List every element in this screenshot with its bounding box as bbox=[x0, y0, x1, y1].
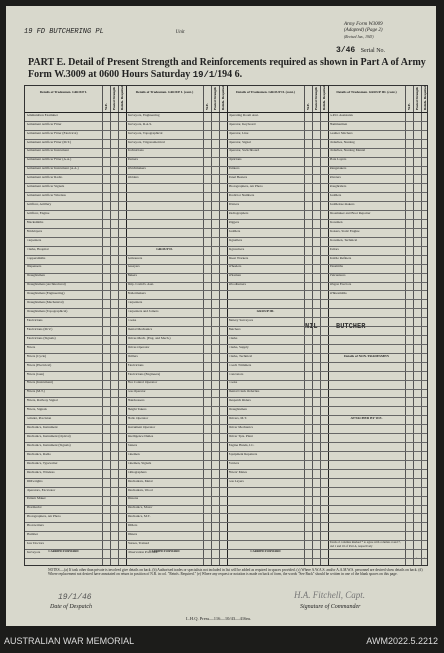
trade-label: Ammunition Examiner bbox=[26, 112, 58, 117]
trade-label: Operator, Switchboard bbox=[228, 148, 260, 153]
group-header: Details of Tradesmen. GROUP I. (cont.) bbox=[135, 90, 194, 94]
trade-label: Surveyors, Engineering bbox=[127, 112, 160, 117]
trade-label: Gas Layers bbox=[228, 478, 244, 483]
trade-label: Equipment Repairers bbox=[228, 451, 258, 456]
subcolumn-header: W.E. bbox=[305, 102, 310, 110]
trade-label: GROUP II. bbox=[156, 246, 173, 251]
trade-label: Electricians (M.V.) bbox=[26, 326, 53, 331]
totals-marker: * bbox=[415, 557, 418, 561]
trade-label: Cooks bbox=[228, 380, 238, 385]
trade-label: Saddlers bbox=[228, 228, 241, 233]
trade-label: Artificer, Artillery bbox=[26, 202, 52, 207]
trade-label: Wheelers bbox=[228, 264, 242, 269]
subcolumn-header: Reinfs. Required bbox=[422, 85, 427, 110]
trade-label: Joiners bbox=[127, 442, 138, 447]
title-date: 19/1 bbox=[192, 70, 215, 80]
trade-label: Fitters (Instrument) bbox=[26, 380, 53, 385]
subcolumn-header: W.E. bbox=[204, 102, 209, 110]
trade-label: CARRIED FORWARD bbox=[149, 549, 180, 553]
trade-label: Battery Surveyors bbox=[228, 317, 254, 322]
date-of-despatch-label: Date of Despatch bbox=[50, 604, 92, 610]
title-text: PART E. Detail of Present Strength and Reinforcements required as shown in Part A of Army Form W.3009 at 0600 Hours Saturday bbox=[28, 57, 426, 80]
trade-label: Panel Beaters bbox=[228, 175, 248, 180]
trade-label: Whitesmiths bbox=[329, 291, 347, 296]
trade-label: Surveyors, Trigonometrical bbox=[127, 139, 165, 144]
trade-label: Drivers, M.T. bbox=[228, 416, 247, 421]
trade-label: Saw Doctors bbox=[26, 541, 44, 546]
trade-label: Armament Artificer Fitter (A.A.) bbox=[26, 157, 72, 162]
trade-label: Cooks bbox=[127, 317, 137, 322]
unit-value: 19 FD BUTCHERING PL bbox=[24, 28, 104, 36]
trade-label: Mechanics, Radio bbox=[26, 451, 51, 456]
trade-label: Operator, Signal bbox=[228, 139, 251, 144]
trade-label: Driver-Mech. (Eng. and Mech.) bbox=[127, 335, 171, 340]
trade-label: Mechanics, Typewriter bbox=[26, 460, 58, 465]
trade-label: Clerks, Hospital bbox=[26, 246, 49, 251]
date-of-despatch-value: 19/1/46 bbox=[58, 593, 92, 602]
trade-label: Height Takers bbox=[127, 407, 147, 412]
press-imprint: L.H.Q. Press—116—10/43—416m. bbox=[186, 616, 251, 621]
commander-signature: H.A. Fitchell, Capt. bbox=[294, 590, 365, 600]
trade-label: Coach Trimmers bbox=[228, 362, 252, 367]
trade-label: Hollo Operator bbox=[127, 416, 149, 421]
trade-label: Fitters (Electrical) bbox=[26, 362, 52, 367]
subcolumn-header: Reinfs. Required bbox=[119, 85, 124, 110]
trade-label: Armament Artificer Signals bbox=[26, 184, 65, 189]
trade-label: Blacksmiths bbox=[26, 219, 44, 224]
trade-label: Surveyors bbox=[26, 549, 41, 554]
trade-label: Vulcanizers bbox=[329, 273, 346, 278]
subcolumn-header: Posted Strength bbox=[212, 86, 217, 110]
trade-label: Printers bbox=[228, 202, 240, 207]
trade-label: Lithographers bbox=[127, 469, 147, 474]
trade-label: Millers bbox=[127, 523, 138, 528]
form-ref-line-3: (Revised Jan., 1943) bbox=[344, 35, 374, 39]
trade-label: Driver Mechanics bbox=[228, 425, 253, 430]
trade-label: Armament Artificer Radio bbox=[26, 175, 63, 180]
trade-label: Tailors bbox=[329, 246, 339, 251]
trade-label: Draughtsmen bbox=[228, 407, 247, 412]
trade-label: CARRIED FORWARD bbox=[48, 549, 79, 553]
trade-label: Stokers, Static Engine bbox=[329, 228, 360, 233]
trade-label: Woodturners bbox=[228, 282, 246, 287]
trade-label: Butchers bbox=[228, 326, 241, 331]
trade-label: Mechanists, Wood bbox=[127, 487, 153, 492]
trade-label: Armourers bbox=[127, 255, 143, 260]
trade-label: Ship. Comd's. Asst. bbox=[127, 282, 155, 287]
form-ref-line-1: Army Form W3009 bbox=[344, 22, 383, 27]
trade-label: Radiographers bbox=[228, 210, 249, 215]
trade-label: Riveters bbox=[329, 175, 341, 180]
trade-label: Armament Artificer Fitter (M.T.) bbox=[26, 139, 72, 144]
trade-label: Mechanics, Instrument (Optical) bbox=[26, 433, 71, 438]
trade-label: Miners bbox=[127, 532, 138, 537]
trade-label: Storemen, Technical bbox=[329, 237, 358, 242]
trade-label: Coppersmiths bbox=[26, 255, 46, 260]
trade-label: Riggers bbox=[228, 219, 240, 224]
trade-label: Drillers bbox=[127, 353, 138, 358]
trade-label: Masons bbox=[127, 496, 139, 501]
trade-label: Mechanists, Metal bbox=[127, 478, 153, 483]
trade-label: Carpenters and Joiners bbox=[127, 309, 159, 314]
trade-label: Draughtsmen (Engineering) bbox=[26, 291, 65, 296]
trade-label: Draughtsmen (Mechanical) bbox=[26, 300, 64, 305]
butchers-we-stamp: NIL bbox=[305, 323, 318, 332]
trade-label: Clerks, Supply bbox=[228, 344, 249, 349]
trade-label: Assayers bbox=[127, 264, 140, 269]
trade-label: Pharmacist bbox=[26, 505, 42, 510]
trade-label: Armament Artificer Fitter (Electrical) bbox=[26, 130, 78, 135]
trade-label: Textile Refiners bbox=[329, 255, 352, 260]
trade-label: Artificer, Engine bbox=[26, 210, 50, 215]
trade-label: Photographers, Air Photo bbox=[228, 184, 263, 189]
trade-label: Mechanics, M.T. bbox=[127, 514, 151, 519]
trade-label: Driver-Operator bbox=[127, 344, 150, 349]
trade-label: Despatch Riders bbox=[228, 398, 251, 403]
subcolumn-header: Posted Strength bbox=[414, 86, 419, 110]
trade-label: Photowriters bbox=[26, 523, 44, 528]
trade-label: Predictor Numbers bbox=[228, 193, 255, 198]
subcolumn-header: W.E. bbox=[103, 102, 108, 110]
trade-label: Armament Artificer Wireless bbox=[26, 193, 66, 198]
trade-label: Welders bbox=[127, 175, 139, 180]
trade-label: Opticians bbox=[228, 157, 242, 162]
commander-signature-label: Signature of Commander bbox=[300, 604, 361, 610]
trade-label: Intelligence Duties bbox=[127, 433, 154, 438]
trade-label: Mechanics, Instrument bbox=[26, 425, 58, 430]
trade-label: Painters bbox=[228, 166, 240, 171]
trade-label: Bricklayers bbox=[26, 228, 43, 233]
trade-label: Fitters (Cycle) bbox=[26, 353, 47, 358]
title-year: /194 6. bbox=[214, 69, 243, 80]
trade-label: Farriers bbox=[228, 460, 240, 465]
trade-label: Mechanics, Wireless bbox=[26, 469, 55, 474]
trade-label: Hammermen bbox=[329, 121, 348, 126]
trade-label: Carpenters bbox=[26, 237, 42, 242]
subcolumn-header: Posted Strength bbox=[313, 86, 318, 110]
trade-label: Draughtsmen (Architectural) bbox=[26, 282, 66, 287]
trade-label: Fitters, Signals bbox=[26, 407, 47, 412]
group-header: Details of Tradesmen. GROUP III. (cont.) bbox=[336, 90, 397, 94]
subcolumn-header: Reinfs. Required bbox=[220, 85, 225, 110]
subcolumn-header: Posted Strength bbox=[111, 86, 116, 110]
trade-label: Boilermakers bbox=[127, 291, 146, 296]
trade-label: Turners bbox=[127, 157, 138, 162]
trade-label: Engine Hands, I.C. bbox=[228, 442, 255, 447]
trade-label: Totals of columns marked * to agree with columns 4 and 7, and 1 and 16 of Part A, respectively bbox=[329, 541, 401, 548]
trade-label: Armament Artificer Fitter bbox=[26, 121, 62, 126]
trade-label: Observation Post Asst. bbox=[127, 549, 159, 554]
trade-label: Orderlies, Nursing bbox=[329, 139, 355, 144]
trade-label: Clerks, Technical bbox=[228, 353, 253, 358]
trade-label: Fitters bbox=[26, 344, 36, 349]
strength-table bbox=[24, 85, 428, 566]
trade-label: Dispensers bbox=[26, 264, 42, 269]
trade-label: Operating Room Asst. bbox=[228, 112, 259, 117]
form-page bbox=[6, 6, 436, 626]
trade-label: Details of NON-TRADESMEN bbox=[344, 353, 389, 358]
trade-label: Plate Layers bbox=[329, 157, 347, 162]
notes: NOTES.—(a) If task other than private is involved give details on back. (b) Authorised trades or specialists not included in list will be added as required in spaces provided. (c) Where A.W.A.S. and/or A.A.M.W.S. personnel are desired show details on back. (d) Where replacement not desired have annotated on return in position of N.R. in col. "Reinfs. Required." (e) Where any request or notation is made on back of form, the words "See Back" should be written in one of the blank spaces on this page. bbox=[48, 568, 423, 577]
trade-label: Operators, Excavator bbox=[26, 487, 56, 492]
trade-label: Fitters' Mates bbox=[228, 469, 247, 474]
trade-label: Surveyors, R.A.S. bbox=[127, 121, 153, 126]
trade-label: Draughtsmen bbox=[26, 273, 45, 278]
trade-label: Dental Mechanics bbox=[127, 326, 153, 331]
trade-label: Driver Tpts. Plant bbox=[228, 433, 253, 438]
form-reference bbox=[344, 22, 383, 40]
trade-label: Watchmakers bbox=[127, 166, 146, 171]
trade-label: Draughtsmen (Topographical) bbox=[26, 309, 68, 314]
trade-label: Operator, Line bbox=[228, 130, 249, 135]
trade-label: Fitters (Gun) bbox=[26, 371, 45, 376]
trade-label: Nurses, Trained bbox=[127, 541, 149, 546]
trade-label: Linemen bbox=[127, 451, 140, 456]
trade-label: Clerks bbox=[228, 335, 238, 340]
trade-label: Saddlers bbox=[329, 193, 342, 198]
trade-label: Shoemaker and Boot Repairer bbox=[329, 210, 371, 215]
trade-label: Wiremen bbox=[228, 273, 241, 278]
trade-label: Millwrights bbox=[26, 478, 43, 483]
trade-label: Saddletree makers bbox=[329, 202, 355, 207]
form-title bbox=[28, 57, 428, 81]
trade-label: Bakers bbox=[127, 273, 137, 278]
trade-label: Fitters (M.T.) bbox=[26, 389, 45, 394]
trade-label: Leather Stitchers bbox=[329, 130, 353, 135]
trade-label: Electricians (Signals) bbox=[26, 335, 56, 340]
trade-label: Roughriders bbox=[329, 184, 347, 189]
trade-label: Signwriters bbox=[228, 246, 245, 251]
trade-label: Operator, Keyboard bbox=[228, 121, 256, 126]
trade-label: Carpenters bbox=[127, 300, 143, 305]
trade-label: Fire Control Operator bbox=[127, 380, 158, 385]
footer-source: AUSTRALIAN WAR MEMORIAL bbox=[4, 636, 135, 646]
trade-label: Armament Artificer Instrument (A.A.) bbox=[26, 166, 79, 171]
trade-label: Instrument Operator bbox=[127, 425, 156, 430]
trade-label: Gas Operator bbox=[127, 389, 146, 394]
subcolumn-header: Reinfs. Required bbox=[321, 85, 326, 110]
serial-label: Serial No. bbox=[360, 48, 386, 54]
trade-label: Storemen bbox=[329, 219, 343, 224]
trade-label: CARRIED FORWARD bbox=[250, 549, 281, 553]
trade-label: Fitters, Railway Signal bbox=[26, 398, 58, 403]
trade-label: Mechanics, Instrument (Signals) bbox=[26, 442, 71, 447]
trade-label: GROUP III. bbox=[256, 309, 275, 314]
trade-label: Plumber bbox=[26, 532, 38, 537]
trade-label: Pattern Maker bbox=[26, 496, 46, 501]
trade-label: Linemen, Signals bbox=[127, 460, 152, 465]
group-header: Details of Tradesmen. GROUP I. bbox=[39, 90, 88, 94]
trade-label: Rangetakers bbox=[329, 166, 347, 171]
footer-accession: AWM2022.5.2212 bbox=[366, 636, 438, 646]
unit-label: Unit bbox=[175, 30, 185, 35]
trade-label: Grinder, Precision bbox=[26, 416, 52, 421]
trade-label: Tinsmiths bbox=[329, 264, 343, 269]
trade-label: Electricians (Engineers) bbox=[127, 371, 161, 376]
subcolumn-header: W.E. bbox=[406, 102, 411, 110]
serial-value: 3/46 bbox=[336, 46, 356, 55]
trade-label: Armament Artificer Instrument bbox=[26, 148, 69, 153]
serial-number bbox=[336, 46, 385, 55]
trade-label: Mechanics, Motor bbox=[127, 505, 153, 510]
trade-label: Wagon Erectors bbox=[329, 282, 352, 287]
trade-label: ATTACHED BY W.E. bbox=[350, 416, 383, 421]
form-ref-line-2: (Adapted) (Page 2) bbox=[344, 28, 383, 33]
totals-marker: * bbox=[423, 557, 426, 561]
trade-label: Sheet Workers bbox=[228, 255, 249, 260]
group-header: Details of Tradesmen. GROUP II. (cont.) bbox=[236, 90, 295, 94]
trade-label: Photographers, Air Photo bbox=[26, 514, 61, 519]
trade-label: Technicians bbox=[127, 148, 144, 153]
trade-label: Concretors bbox=[228, 371, 244, 376]
trade-label: Surveyors, Topographical bbox=[127, 130, 163, 135]
unit-line bbox=[24, 27, 184, 36]
trade-label: G.P.O. Assistants bbox=[329, 112, 353, 117]
trade-label: Dental Clerk Orderlies bbox=[228, 389, 260, 394]
trade-label: Electricians bbox=[26, 317, 43, 322]
trade-label: Orderlies, Nursing Mental bbox=[329, 148, 366, 153]
trade-label: Electricians bbox=[127, 362, 144, 367]
trade-label: Hairdressers bbox=[127, 398, 145, 403]
trade-label: Signallers bbox=[228, 237, 243, 242]
butchers-note-stamp: BUTCHER bbox=[336, 323, 366, 332]
